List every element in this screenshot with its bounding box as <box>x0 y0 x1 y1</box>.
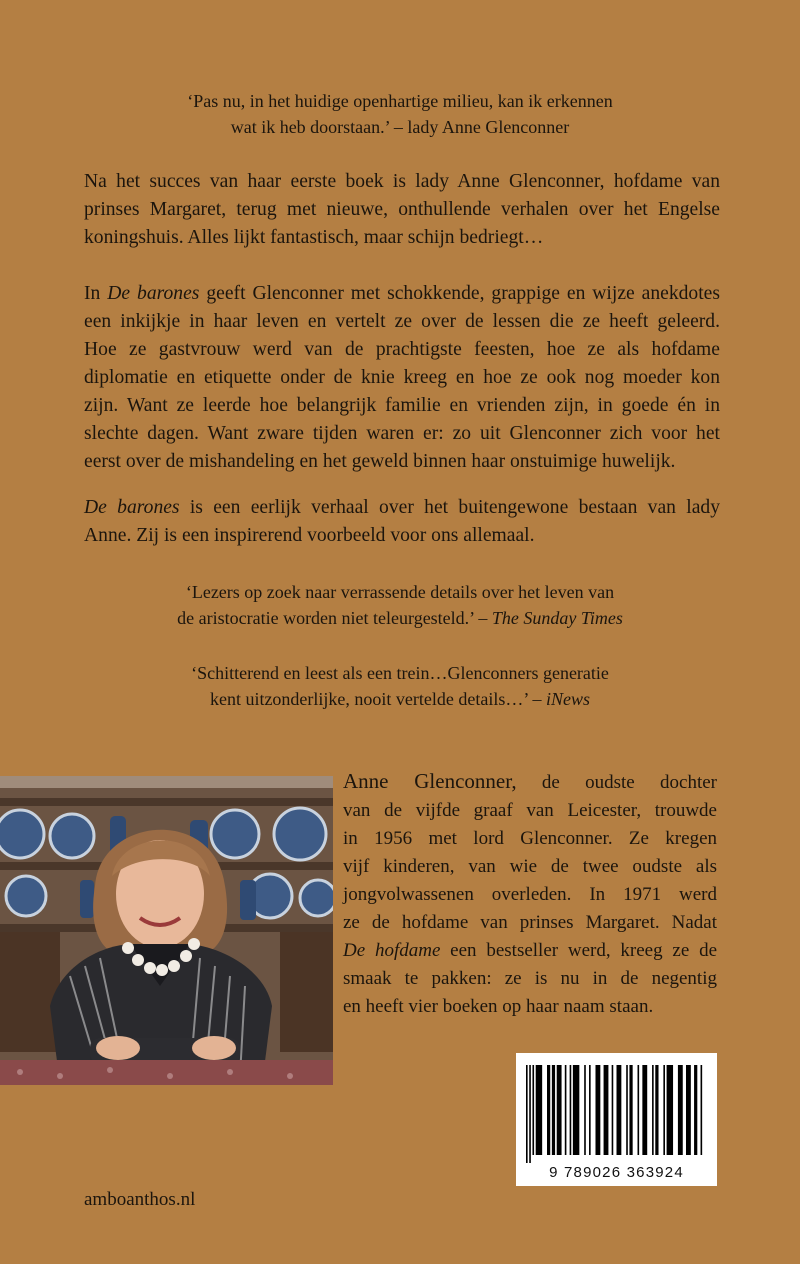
body-line <box>84 280 720 308</box>
review-quote-1 <box>80 579 720 631</box>
barcode-bar <box>612 1065 614 1155</box>
review-quote-2 <box>80 660 720 712</box>
intro-line: koningshuis. Alles lijkt fantastisch, maar schijn bedriegt… <box>84 227 544 248</box>
barcode-bar <box>667 1065 673 1155</box>
barcode-bar <box>565 1065 567 1155</box>
author-name: Anne Glenconner, <box>343 769 517 793</box>
bio-line: van de vijfde graaf van Leicester, trouwde <box>343 800 717 821</box>
barcode-bar <box>584 1065 586 1155</box>
body-line: eerst over de mishandeling en het geweld binnen haar onstuimige huwelijk. <box>84 451 676 472</box>
barcode-bar <box>532 1065 534 1155</box>
publisher-website[interactable]: amboanthos.nl <box>84 1189 196 1210</box>
review-1-line-1: ‘Lezers op zoek naar verrassende details over het leven van <box>185 582 615 602</box>
barcode-bar <box>617 1065 622 1155</box>
review-2-line-1: ‘Schitterend en leest als een trein…Glenconners generatie <box>191 663 609 683</box>
book-title: De hofdame <box>343 940 441 961</box>
review-2-line-2 <box>80 686 720 712</box>
bio-line: in 1956 met lord Glenconner. Ze kregen <box>343 828 717 849</box>
intro-paragraph <box>84 168 720 252</box>
opening-quote-line-1: ‘Pas nu, in het huidige openhartige milieu, kan ik erkennen <box>187 91 613 111</box>
review-1-text: de aristocratie worden niet teleurgesteld.’ – <box>177 608 492 628</box>
body-line-start: In <box>84 283 108 304</box>
opening-quote <box>80 88 720 140</box>
summary-line: Anne. Zij is een inspirerend voorbeeld voor ons allemaal. <box>84 525 535 546</box>
isbn-number: 9 789026 363924 <box>549 1164 684 1181</box>
barcode-bar <box>536 1065 542 1155</box>
bio-line <box>343 767 717 797</box>
opening-quote-line-2 <box>80 114 720 140</box>
opening-quote-author: lady Anne Glenconner <box>402 117 570 137</box>
barcode-bar <box>604 1065 609 1155</box>
summary-line-end: is een eerlijk verhaal over het buitengewone bestaan van lady <box>179 497 720 518</box>
body-line: diplomatie en etiquette onder de knie kreeg en hoe ze ook nog moeder kon <box>84 367 720 388</box>
body-line: een inkijkje in haar leven en vertelt ze over de lessen die ze heeft geleerd. <box>84 311 720 332</box>
review-1-source: The Sunday Times <box>491 608 623 628</box>
barcode-bar <box>595 1065 600 1155</box>
barcode-bar <box>701 1065 703 1155</box>
bio-line: vijf kinderen, van wie de twee oudste als <box>343 856 717 877</box>
barcode-bar <box>570 1065 572 1155</box>
body-line: zijn. Want ze leerde hoe belangrijk familie en vrienden zijn, in goede én in <box>84 395 720 416</box>
barcode-bar <box>573 1065 579 1155</box>
bio-line: ze de hofdame van prinses Margaret. Nadat <box>343 912 717 933</box>
author-bio <box>343 767 717 1021</box>
book-title: De barones <box>84 497 180 518</box>
author-photo <box>0 776 333 1085</box>
review-1-line-2 <box>80 605 720 631</box>
summary-line <box>84 494 720 522</box>
bio-line: jongvolwassenen overleden. In 1971 werd <box>343 884 717 905</box>
bio-line: en heeft vier boeken op haar naam staan. <box>343 996 654 1017</box>
barcode-bar <box>552 1065 555 1155</box>
barcode-bars <box>526 1065 707 1163</box>
barcode-bar <box>529 1065 531 1163</box>
intro-line: prinses Margaret, terug met nieuwe, onthullende verhalen over het Engelse <box>84 199 720 220</box>
barcode-bar <box>694 1065 697 1155</box>
barcode-bar <box>626 1065 628 1155</box>
opening-quote-text: wat ik heb doorstaan.’ – <box>230 117 403 137</box>
intro-line: Na het succes van haar eerste boek is lady Anne Glenconner, hofdame van <box>84 171 720 192</box>
barcode-bar <box>526 1065 528 1163</box>
barcode-bar <box>652 1065 654 1155</box>
barcode-bar <box>589 1065 591 1155</box>
barcode-bar <box>642 1065 647 1155</box>
book-title: De barones <box>107 283 200 304</box>
review-2-source: iNews <box>546 689 591 709</box>
isbn-barcode <box>516 1053 717 1186</box>
bio-line-end: de oudste dochter <box>516 772 717 793</box>
barcode-bar <box>678 1065 683 1155</box>
bio-line: smaak te pakken: ze is nu in de negentig <box>343 968 717 989</box>
barcode-bar <box>663 1065 665 1155</box>
barcode-bar <box>547 1065 550 1155</box>
barcode-bar <box>557 1065 562 1155</box>
review-2-text: kent uitzonderlijke, nooit vertelde details…’ – <box>209 689 547 709</box>
body-paragraph <box>84 280 720 476</box>
barcode-bar <box>638 1065 640 1155</box>
body-line: slechte dagen. Want zware tijden waren er: zo uit Glenconner zich voor het <box>84 423 720 444</box>
body-line-end: geeft Glenconner met schokkende, grappige en wijze anekdotes <box>199 283 720 304</box>
bio-line <box>343 937 717 965</box>
bio-line-end: een bestseller werd, kreeg ze de <box>440 940 717 961</box>
barcode-bar <box>686 1065 691 1155</box>
body-line: Hoe ze gastvrouw werd van de prachtigste feesten, hoe ze als hofdame <box>84 339 720 360</box>
summary-paragraph <box>84 494 720 550</box>
barcode-bar <box>629 1065 632 1155</box>
barcode-bar <box>655 1065 658 1155</box>
